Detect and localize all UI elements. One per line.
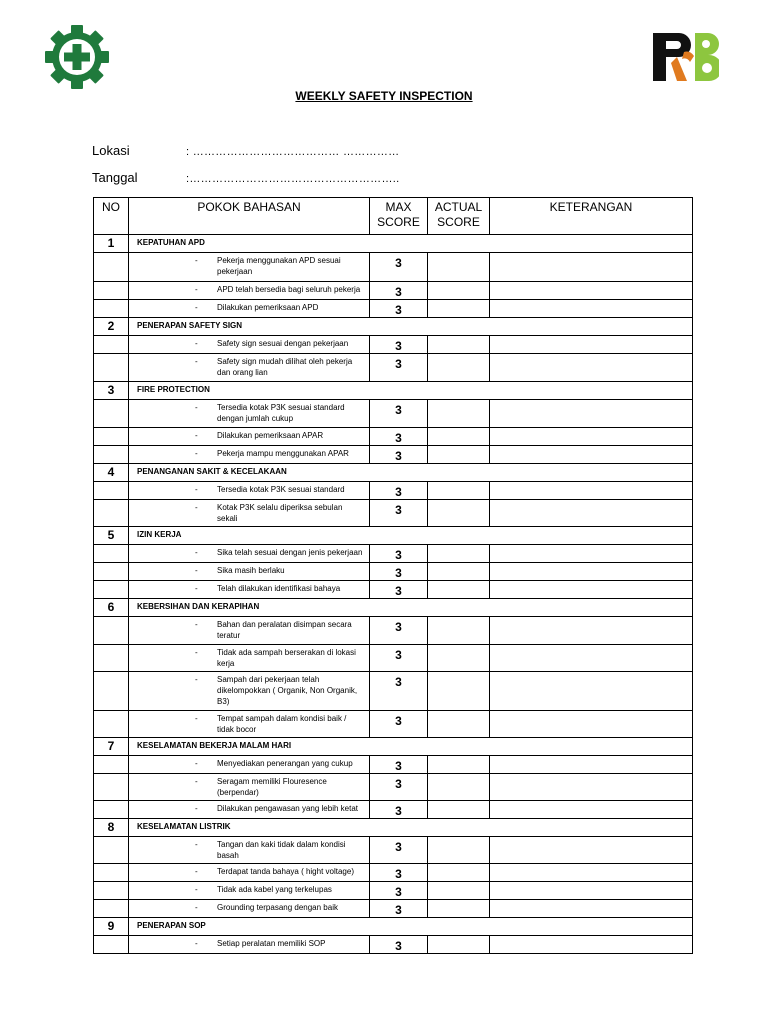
section-title: PENERAPAN SOP	[129, 918, 693, 936]
item-no-cell	[94, 801, 129, 819]
bullet-dash: -	[195, 620, 198, 629]
bullet-dash: -	[195, 777, 198, 786]
actual-score-cell[interactable]	[428, 774, 490, 801]
keterangan-cell[interactable]	[490, 563, 693, 581]
bullet-dash: -	[195, 939, 198, 948]
item-no-cell	[94, 336, 129, 354]
keterangan-cell[interactable]	[490, 864, 693, 882]
section-title: IZIN KERJA	[129, 527, 693, 545]
keterangan-cell[interactable]	[490, 428, 693, 446]
section-row	[94, 382, 693, 400]
bullet-dash: -	[195, 867, 198, 876]
item-text: APD telah bersedia bagi seluruh pekerja	[217, 285, 361, 294]
item-no-cell	[94, 645, 129, 672]
section-number: 6	[94, 599, 129, 617]
item-no-cell	[94, 563, 129, 581]
section-row	[94, 819, 693, 837]
item-description-cell	[129, 581, 370, 599]
item-row	[94, 253, 693, 282]
bullet-dash: -	[195, 840, 198, 849]
item-no-cell	[94, 756, 129, 774]
bullet-dash: -	[195, 357, 198, 366]
section-title: KESELAMATAN BEKERJA MALAM HARI	[129, 738, 693, 756]
item-description-cell	[129, 354, 370, 382]
item-row	[94, 672, 693, 711]
section-number: 7	[94, 738, 129, 756]
item-text: Tidak ada kabel yang terkelupas	[217, 885, 332, 894]
max-score-cell: 3	[370, 756, 428, 774]
item-text: Tidak ada sampah berserakan di lokasi kerja	[217, 648, 356, 668]
item-no-cell	[94, 500, 129, 527]
item-description-cell	[129, 428, 370, 446]
item-description-cell	[129, 617, 370, 645]
tanggal-value: :………………………………………………..	[186, 173, 400, 185]
keterangan-cell[interactable]	[490, 774, 693, 801]
keterangan-cell[interactable]	[490, 672, 693, 711]
section-row	[94, 527, 693, 545]
lokasi-label: Lokasi	[92, 143, 130, 158]
bullet-dash: -	[195, 431, 198, 440]
bullet-dash: -	[195, 548, 198, 557]
section-title: PENANGANAN SAKIT & KECELAKAAN	[129, 464, 693, 482]
keterangan-cell[interactable]	[490, 882, 693, 900]
item-text: Tangan dan kaki tidak dalam kondisi basah	[217, 840, 346, 860]
max-score-cell: 3	[370, 300, 428, 318]
bullet-dash: -	[195, 503, 198, 512]
item-no-cell	[94, 545, 129, 563]
item-no-cell	[94, 672, 129, 711]
actual-score-cell[interactable]	[428, 563, 490, 581]
max-score-cell: 3	[370, 545, 428, 563]
bullet-dash: -	[195, 449, 198, 458]
bullet-dash: -	[195, 675, 198, 684]
actual-score-cell[interactable]	[428, 400, 490, 428]
actual-score-cell[interactable]	[428, 581, 490, 599]
item-row	[94, 581, 693, 599]
header-pokok-bahasan: POKOK BAHASAN	[129, 198, 370, 235]
header-max-score: MAX SCORE	[370, 198, 428, 235]
section-number: 5	[94, 527, 129, 545]
actual-score-cell[interactable]	[428, 711, 490, 738]
section-number: 3	[94, 382, 129, 400]
keterangan-cell[interactable]	[490, 900, 693, 918]
keterangan-cell[interactable]	[490, 545, 693, 563]
actual-score-cell[interactable]	[428, 300, 490, 318]
item-text: Pekerja mampu menggunakan APAR	[217, 449, 349, 458]
header-no: NO	[94, 198, 129, 235]
actual-score-cell[interactable]	[428, 545, 490, 563]
bullet-dash: -	[195, 256, 198, 265]
item-row	[94, 545, 693, 563]
actual-score-cell[interactable]	[428, 336, 490, 354]
section-row	[94, 235, 693, 253]
tanggal-label: Tanggal	[92, 170, 138, 185]
item-text: Safety sign sesuai dengan pekerjaan	[217, 339, 349, 348]
item-text: Telah dilakukan identifikasi bahaya	[217, 584, 341, 593]
bullet-dash: -	[195, 648, 198, 657]
max-score-cell: 3	[370, 446, 428, 464]
item-description-cell	[129, 756, 370, 774]
keterangan-cell[interactable]	[490, 400, 693, 428]
max-score-cell: 3	[370, 400, 428, 428]
section-title: KESELAMATAN LISTRIK	[129, 819, 693, 837]
item-row	[94, 617, 693, 645]
item-description-cell	[129, 446, 370, 464]
lokasi-value: : ………………………………… ……………	[186, 146, 400, 158]
section-row	[94, 599, 693, 617]
max-score-cell: 3	[370, 282, 428, 300]
item-text: Menyediakan penerangan yang cukup	[217, 759, 353, 768]
keterangan-cell[interactable]	[490, 581, 693, 599]
section-row	[94, 918, 693, 936]
page-title: WEEKLY SAFETY INSPECTION	[295, 89, 473, 103]
item-text: Safety sign mudah dilihat oleh pekerja dan orang lian	[217, 357, 353, 377]
max-score-cell: 3	[370, 837, 428, 864]
item-no-cell	[94, 837, 129, 864]
keterangan-cell[interactable]	[490, 282, 693, 300]
section-title: KEPATUHAN APD	[129, 235, 693, 253]
actual-score-cell[interactable]	[428, 253, 490, 282]
item-text: Dilakukan pemeriksaan APAR	[217, 431, 324, 440]
max-score-cell: 3	[370, 253, 428, 282]
item-row	[94, 282, 693, 300]
max-score-cell: 3	[370, 563, 428, 581]
company-logo	[651, 32, 719, 82]
max-score-cell: 3	[370, 900, 428, 918]
item-row	[94, 300, 693, 318]
item-row	[94, 864, 693, 882]
bullet-dash: -	[195, 339, 198, 348]
item-row	[94, 446, 693, 464]
item-no-cell	[94, 400, 129, 428]
keterangan-cell[interactable]	[490, 711, 693, 738]
max-score-cell: 3	[370, 500, 428, 527]
item-no-cell	[94, 482, 129, 500]
keterangan-cell[interactable]	[490, 936, 693, 954]
bullet-dash: -	[195, 804, 198, 813]
item-description-cell	[129, 300, 370, 318]
item-text: Sika masih berlaku	[217, 566, 285, 575]
bullet-dash: -	[195, 566, 198, 575]
item-no-cell	[94, 581, 129, 599]
header-keterangan: KETERANGAN	[490, 198, 693, 235]
max-score-cell: 3	[370, 882, 428, 900]
max-score-cell: 3	[370, 354, 428, 382]
max-score-cell: 3	[370, 711, 428, 738]
item-description-cell	[129, 336, 370, 354]
actual-score-cell[interactable]	[428, 617, 490, 645]
section-number: 9	[94, 918, 129, 936]
item-text: Bahan dan peralatan disimpan secara teratur	[217, 620, 352, 640]
max-score-cell: 3	[370, 801, 428, 819]
item-text: Seragam memiliki Flouresence (berpendar)	[217, 777, 327, 797]
keterangan-cell[interactable]	[490, 801, 693, 819]
max-score-cell: 3	[370, 428, 428, 446]
item-no-cell	[94, 354, 129, 382]
max-score-cell: 3	[370, 336, 428, 354]
item-no-cell	[94, 900, 129, 918]
item-row	[94, 900, 693, 918]
section-title: PENERAPAN SAFETY SIGN	[129, 318, 693, 336]
actual-score-cell[interactable]	[428, 354, 490, 382]
keterangan-cell[interactable]	[490, 617, 693, 645]
item-text: Sika telah sesuai dengan jenis pekerjaan	[217, 548, 363, 557]
keterangan-cell[interactable]	[490, 500, 693, 527]
safety-cross-gear-logo	[44, 24, 110, 90]
bullet-dash: -	[195, 714, 198, 723]
bullet-dash: -	[195, 485, 198, 494]
item-text: Pekerja menggunakan APD sesuai pekerjaan	[217, 256, 341, 276]
actual-score-cell[interactable]	[428, 882, 490, 900]
max-score-cell: 3	[370, 645, 428, 672]
max-score-cell: 3	[370, 774, 428, 801]
bullet-dash: -	[195, 584, 198, 593]
section-number: 8	[94, 819, 129, 837]
item-row	[94, 936, 693, 954]
actual-score-cell[interactable]	[428, 756, 490, 774]
keterangan-cell[interactable]	[490, 756, 693, 774]
item-description-cell	[129, 864, 370, 882]
section-number: 2	[94, 318, 129, 336]
item-description-cell	[129, 711, 370, 738]
actual-score-cell[interactable]	[428, 672, 490, 711]
section-row	[94, 464, 693, 482]
actual-score-cell[interactable]	[428, 428, 490, 446]
max-score-cell: 3	[370, 864, 428, 882]
item-description-cell	[129, 400, 370, 428]
item-no-cell	[94, 428, 129, 446]
actual-score-cell[interactable]	[428, 645, 490, 672]
item-text: Sampah dari pekerjaan telah dikelompokkan ( Organik, Non Organik, B3)	[217, 675, 358, 706]
actual-score-cell[interactable]	[428, 482, 490, 500]
item-description-cell	[129, 882, 370, 900]
item-text: Tempat sampah dalam kondisi baik / tidak bocor	[217, 714, 347, 734]
item-row	[94, 400, 693, 428]
item-row	[94, 500, 693, 527]
section-title: KEBERSIHAN DAN KERAPIHAN	[129, 599, 693, 617]
inspection-table	[93, 197, 693, 954]
max-score-cell: 3	[370, 936, 428, 954]
keterangan-cell[interactable]	[490, 253, 693, 282]
max-score-cell: 3	[370, 672, 428, 711]
max-score-cell: 3	[370, 581, 428, 599]
item-row	[94, 711, 693, 738]
item-description-cell	[129, 801, 370, 819]
item-text: Terdapat tanda bahaya ( hight voltage)	[217, 867, 354, 876]
item-row	[94, 482, 693, 500]
item-text: Kotak P3K selalu diperiksa sebulan sekali	[217, 503, 343, 523]
item-row	[94, 645, 693, 672]
item-description-cell	[129, 672, 370, 711]
item-row	[94, 756, 693, 774]
item-row	[94, 428, 693, 446]
item-no-cell	[94, 300, 129, 318]
actual-score-cell[interactable]	[428, 801, 490, 819]
keterangan-cell[interactable]	[490, 837, 693, 864]
item-text: Tersedia kotak P3K sesuai standard	[217, 485, 345, 494]
item-description-cell	[129, 645, 370, 672]
item-text: Setiap peralatan memiliki SOP	[217, 939, 326, 948]
item-no-cell	[94, 253, 129, 282]
header-actual-score: ACTUAL SCORE	[428, 198, 490, 235]
actual-score-cell[interactable]	[428, 837, 490, 864]
item-description-cell	[129, 563, 370, 581]
item-row	[94, 837, 693, 864]
item-description-cell	[129, 500, 370, 527]
item-no-cell	[94, 774, 129, 801]
item-description-cell	[129, 253, 370, 282]
keterangan-cell[interactable]	[490, 645, 693, 672]
max-score-cell: 3	[370, 482, 428, 500]
item-text: Dilakukan pemeriksaan APD	[217, 303, 319, 312]
keterangan-cell[interactable]	[490, 482, 693, 500]
bullet-dash: -	[195, 285, 198, 294]
actual-score-cell[interactable]	[428, 500, 490, 527]
item-text: Tersedia kotak P3K sesuai standard dengan jumlah cukup	[217, 403, 345, 423]
section-number: 4	[94, 464, 129, 482]
bullet-dash: -	[195, 303, 198, 312]
item-row	[94, 354, 693, 382]
item-description-cell	[129, 545, 370, 563]
keterangan-cell[interactable]	[490, 336, 693, 354]
actual-score-cell[interactable]	[428, 282, 490, 300]
section-row	[94, 738, 693, 756]
bullet-dash: -	[195, 885, 198, 894]
keterangan-cell[interactable]	[490, 446, 693, 464]
actual-score-cell[interactable]	[428, 446, 490, 464]
bullet-dash: -	[195, 403, 198, 412]
item-no-cell	[94, 936, 129, 954]
item-no-cell	[94, 446, 129, 464]
bullet-dash: -	[195, 903, 198, 912]
item-text: Dilakukan pengawasan yang lebih ketat	[217, 804, 358, 813]
item-no-cell	[94, 882, 129, 900]
item-no-cell	[94, 617, 129, 645]
item-description-cell	[129, 282, 370, 300]
bullet-dash: -	[195, 759, 198, 768]
item-row	[94, 563, 693, 581]
item-row	[94, 774, 693, 801]
item-row	[94, 801, 693, 819]
actual-score-cell[interactable]	[428, 936, 490, 954]
actual-score-cell[interactable]	[428, 864, 490, 882]
keterangan-cell[interactable]	[490, 300, 693, 318]
item-description-cell	[129, 936, 370, 954]
section-title: FIRE PROTECTION	[129, 382, 693, 400]
actual-score-cell[interactable]	[428, 900, 490, 918]
item-no-cell	[94, 864, 129, 882]
table-header-row	[94, 198, 693, 235]
section-row	[94, 318, 693, 336]
max-score-cell: 3	[370, 617, 428, 645]
section-number: 1	[94, 235, 129, 253]
item-no-cell	[94, 282, 129, 300]
item-no-cell	[94, 711, 129, 738]
keterangan-cell[interactable]	[490, 354, 693, 382]
item-description-cell	[129, 900, 370, 918]
item-description-cell	[129, 482, 370, 500]
item-row	[94, 336, 693, 354]
item-description-cell	[129, 837, 370, 864]
item-text: Grounding terpasang dengan baik	[217, 903, 338, 912]
item-row	[94, 882, 693, 900]
item-description-cell	[129, 774, 370, 801]
